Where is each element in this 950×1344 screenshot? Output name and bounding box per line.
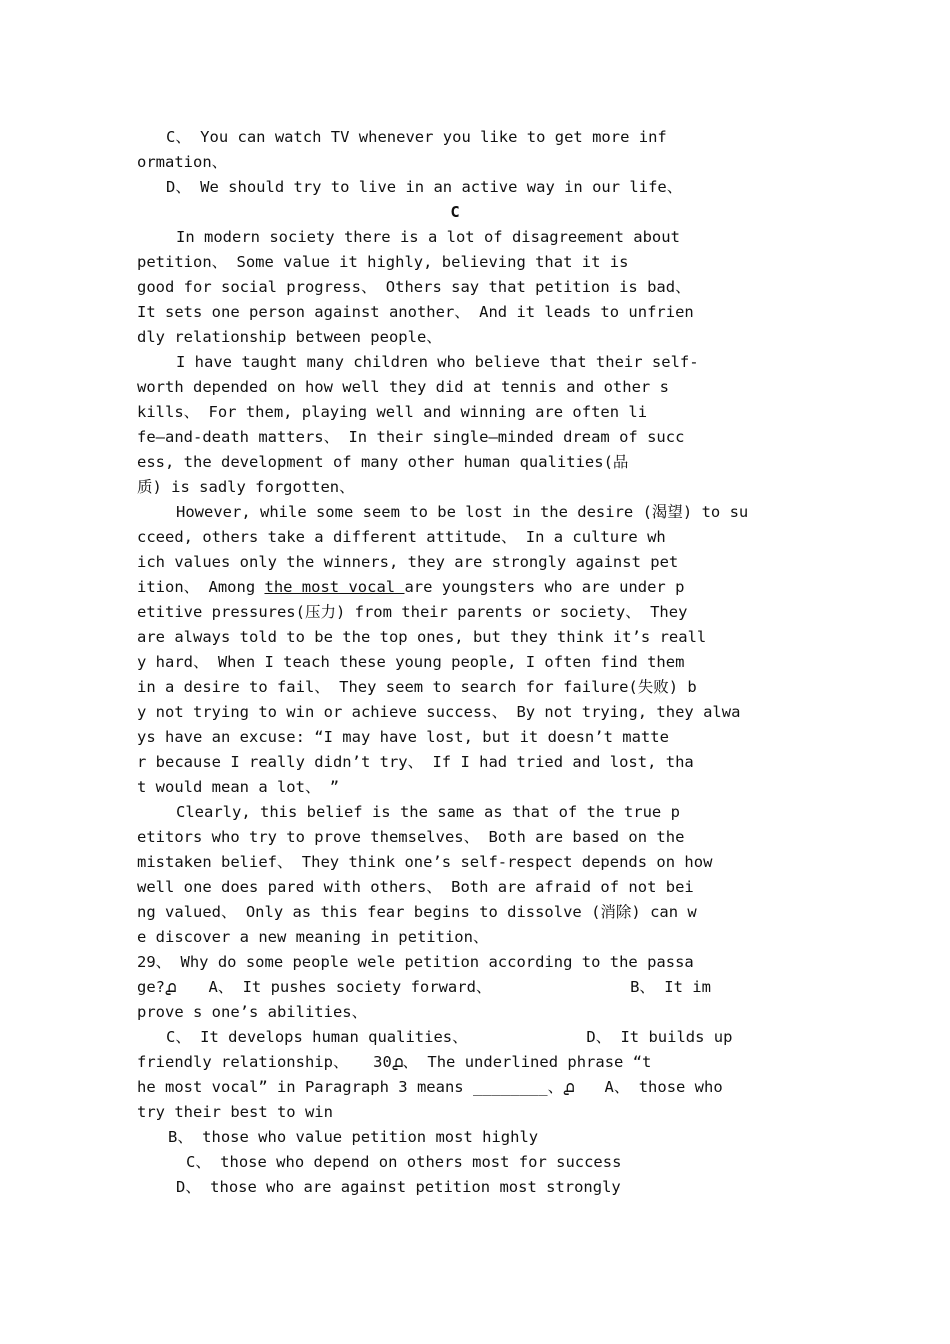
question30-option-a-cont: try their best to win: [137, 1103, 333, 1121]
option-d-line: D、 We should try to live in an active way in our life、: [166, 178, 683, 196]
paragraph1-line: It sets one person against another、 And it leads to unfrien: [137, 303, 694, 321]
paragraph3-line4-prefix: ition、 Among: [137, 578, 265, 596]
question30-option-d: D、 those who are against petition most strongly: [176, 1178, 621, 1196]
paragraph4-line: Clearly, this belief is the same as that of the true p: [176, 803, 680, 821]
question29-option-d: D、 It builds up: [586, 1028, 733, 1046]
paragraph3-line: in a desire to fail、 They seem to search for failure(失败) b: [137, 678, 697, 696]
question29-option-b: B、 It im: [630, 978, 711, 996]
question30-stem-cont: he most vocal” in Paragraph 3 means ________、൧: [137, 1078, 574, 1096]
question29-30-row: [137, 1050, 815, 1075]
paragraph3-line: cceed, others take a different attitude、 In a culture wh: [137, 528, 666, 546]
paragraph2-line: 质) is sadly forgotten、: [137, 478, 355, 496]
paragraph2-line: ess, the development of many other human qualities(品: [137, 453, 629, 471]
section-title: C: [450, 203, 460, 221]
paragraph3-line: However, while some seem to be lost in the desire (渴望) to su: [176, 503, 749, 521]
question30-option-a: A、 those who: [604, 1078, 723, 1096]
paragraph2-line: fe—and-death matters、 In their single—minded dream of succ: [137, 428, 685, 446]
question30-stem: 30൧、 The underlined phrase “t: [373, 1053, 652, 1071]
paragraph3-line: y hard、 When I teach these young people, I often find them: [137, 653, 685, 671]
paragraph2-line: kills、 For them, playing well and winning are often li: [137, 403, 648, 421]
question29-option-b-cont: prove s one’s abilities、: [137, 1003, 368, 1021]
paragraph4-line: ng valued、 Only as this fear begins to dissolve (消除) can w: [137, 903, 697, 921]
paragraph3-line-with-underline: [137, 575, 815, 600]
paragraph4-line: mistaken belief、 They think one’s self-respect depends on how: [137, 853, 713, 871]
paragraph2-line: I have taught many children who believe that their self-: [176, 353, 699, 371]
question29-option-c: C、 It develops human qualities、: [166, 1028, 468, 1046]
paragraph4-line: etitors who try to prove themselves、 Both are based on the: [137, 828, 685, 846]
paragraph3-line4-suffix: are youngsters who are under p: [404, 578, 685, 596]
paragraph1-line: In modern society there is a lot of disagreement about: [176, 228, 680, 246]
paragraph3-line: r because I really didn’t try、 If I had tried and lost, tha: [137, 753, 694, 771]
paragraph3-line: t would mean a lot、 ”: [137, 778, 340, 796]
option-c-line-1: C、 You can watch TV whenever you like to get more inf: [166, 128, 667, 146]
question29-options-row-2: [166, 1025, 816, 1050]
question29-option-a: A、 It pushes society forward、: [208, 978, 492, 996]
paragraph2-line: worth depended on how well they did at tennis and other s: [137, 378, 669, 396]
paragraph4-line: e discover a new meaning in petition、: [137, 928, 489, 946]
paragraph1-line: petition、 Some value it highly, believing that it is: [137, 253, 629, 271]
paragraph1-line: good for social progress、 Others say that petition is bad、: [137, 278, 691, 296]
underlined-phrase: the most vocal: [264, 578, 405, 596]
option-c-line-2: ormation、: [137, 153, 228, 171]
paragraph3-line: are always told to be the top ones, but they think it’s reall: [137, 628, 707, 646]
paragraph3-line: y not trying to win or achieve success、 By not trying, they alwa: [137, 703, 741, 721]
question29-options-row-1: [137, 975, 815, 1000]
question29-stem: 29、 Why do some people welе petition according to the passa: [137, 953, 694, 971]
question30-stem-row: [137, 1075, 815, 1100]
paragraph3-line: ich values only the winners, they are strongly against pet: [137, 553, 679, 571]
paragraph4-line: well one does pared with others、 Both are afraid of not bei: [137, 878, 694, 896]
question29-option-d-cont: friendly relationship、: [137, 1053, 349, 1071]
paragraph3-line: etitive pressures(压力) from their parents or society、 They: [137, 603, 688, 621]
paragraph3-line: ys have an excuse: “I may have lost, but it doesn’t matte: [137, 728, 669, 746]
question29-stem-end: ge?൧: [137, 978, 176, 996]
question30-option-c: C、 those who depend on others most for success: [186, 1153, 622, 1171]
question30-option-b: B、 those who value petition most highly: [168, 1128, 539, 1146]
paragraph1-line: dly relationship between people、: [137, 328, 442, 346]
